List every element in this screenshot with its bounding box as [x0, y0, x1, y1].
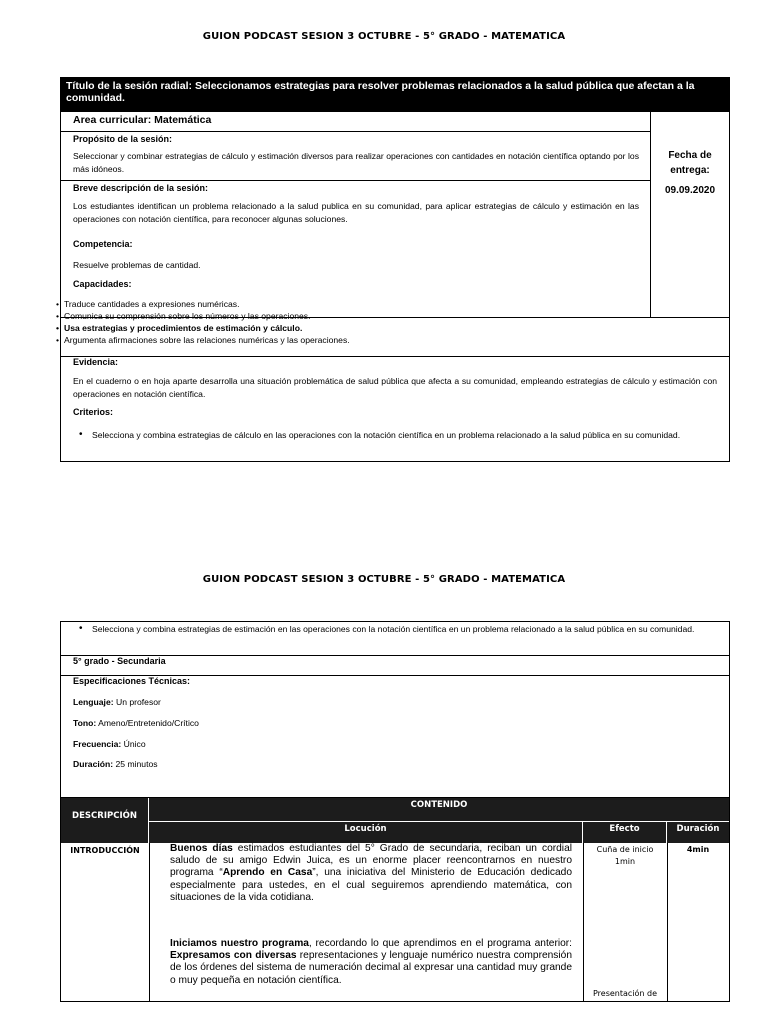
list-item: • Traduce cantidades a expresiones numéricas.: [1, 298, 350, 310]
divider: [61, 131, 651, 132]
spec-value: Un profesor: [113, 697, 161, 707]
spec-value: 25 minutos: [113, 759, 158, 769]
effect-text: Cuña de inicio: [596, 845, 654, 854]
spec-duration: [73, 759, 158, 769]
col-duration-header: Duración: [667, 821, 729, 843]
specs-label: Especificaciones Técnicas:: [73, 676, 191, 686]
divider: [667, 843, 668, 1002]
col-locution-header: Locución: [149, 821, 583, 843]
evidence-label: Evidencia:: [73, 357, 119, 367]
competence-label: Competencia:: [73, 239, 133, 249]
session-title: Título de la sesión radial: Seleccionamos estrategias para resolver problemas relacionados a la salud pública que afectan a la comunidad.: [61, 78, 729, 112]
delivery-date: 09.09.2020: [664, 185, 716, 196]
delivery-label: Fecha de: [668, 150, 712, 161]
purpose-text: Seleccionar y combinar estrategias de cálculo y estimación diversos para realizar operaciones con cantidades en notación científica optando por los más idóneos.: [73, 151, 639, 174]
competence-text: Resuelve problemas de cantidad.: [73, 260, 201, 270]
capacities-list: [1, 298, 350, 346]
spec-key: Duración:: [73, 759, 114, 769]
specs-table: [60, 621, 730, 798]
effect-presentation: Presentación de: [592, 989, 658, 998]
effect-intro-jingle: [585, 844, 665, 868]
col-effect-header: Efecto: [583, 821, 667, 843]
session-info-table: [60, 77, 730, 462]
evidence-text: En el cuaderno o en hoja aparte desarrolla una situación problemática de salud pública que afecta a su comunidad, empleando estrategias de cálculo y estimación con operaciones en notación científica.: [73, 376, 717, 399]
list-item: • Comunica su comprensión sobre los números y las operaciones.: [1, 310, 350, 322]
divider: [61, 180, 651, 181]
locution-bold: Buenos días: [170, 843, 233, 854]
page-2-header: GUION PODCAST SESION 3 OCTUBRE - 5° GRADO - MATEMATICA: [202, 574, 566, 585]
delivery-date-cell: [651, 112, 729, 317]
divider: [149, 843, 150, 1002]
grade-label: 5° grado - Secundaria: [73, 656, 166, 666]
spec-value: Ameno/Entretenido/Crítico: [96, 718, 199, 728]
locution-bold: Iniciamos nuestro programa: [170, 938, 309, 949]
locution-paragraph-2: [170, 938, 572, 987]
locution-bold: Aprendo en Casa: [222, 867, 313, 879]
description-label: Breve descripción de la sesión:: [73, 183, 209, 193]
row-intro-duration: 4min: [686, 845, 710, 854]
list-item: • Usa estrategias y procedimientos de estimación y cálculo.: [1, 322, 350, 334]
divider: [61, 356, 729, 357]
list-item: • Argumenta afirmaciones sobre las relaciones numéricas y las operaciones.: [1, 334, 350, 346]
spec-key: Tono:: [73, 718, 97, 728]
description-text: Los estudiantes identifican un problema relacionado a la salud publica en su comunidad, para aplicar estrategias de cálculo y estimación en las operaciones con notación científica, para reconocer algunas soluciones.: [73, 201, 639, 224]
spec-language: [73, 697, 161, 707]
purpose-label: Propósito de la sesión:: [73, 134, 173, 144]
spec-frequency: [73, 739, 146, 749]
spec-value: Único: [121, 739, 146, 749]
locution-text: , recordando lo que aprendimos en el programa anterior:: [308, 938, 573, 949]
col-description-header: DESCRIPCIÓN: [61, 798, 149, 843]
locution-text: representaciones y lenguaje numérico nuestra comprensión de los órdenes del sistema de numeración decimal al expresar una cantidad muy grande o muy pequeña en notación científica.: [170, 950, 572, 986]
capacities-label: Capacidades:: [73, 279, 132, 289]
session-left-column: [61, 112, 651, 317]
page-1-header: GUION PODCAST SESION 3 OCTUBRE - 5° GRADO - MATEMATICA: [202, 31, 566, 42]
locution-bold: Expresamos con diversas: [170, 950, 297, 962]
locution-text: estimados estudiantes del 5° Grado de secundaria, reciban un cordial saludo de su amigo Edwin Juica, es un enorme placer reencontrarnos en nuestro programa “: [170, 843, 573, 879]
delivery-label: entrega:: [670, 165, 710, 176]
spec-key: Lenguaje:: [73, 697, 114, 707]
criteria-item: • Selecciona y combina estrategias de estimación en las operaciones con la notación científica en un problema relacionado a la salud pública en su comunidad.: [79, 623, 715, 635]
curricular-area: Area curricular: Matemática: [73, 114, 212, 126]
row-intro-description: INTRODUCCIÓN: [70, 846, 140, 855]
locution-text: ”, una iniciativa del Ministerio de Educación dedicado especialmente para ustedes, en el cual seguiremos aprendiendo matemática, con situaciones de la vida cotidiana.: [170, 867, 573, 903]
locution-paragraph-1: [170, 843, 572, 904]
col-content-header: CONTENIDO: [149, 798, 729, 821]
spec-key: Frecuencia:: [73, 739, 122, 749]
spec-tone: [73, 718, 199, 728]
criteria-label: Criterios:: [73, 407, 114, 417]
divider: [583, 843, 584, 1002]
effect-text: 1min: [614, 857, 636, 866]
script-table: [60, 798, 730, 1002]
criteria-item: • Selecciona y combina estrategias de cálculo en las operaciones con la notación científica en un problema relacionado a la salud pública en su comunidad.: [79, 429, 715, 441]
